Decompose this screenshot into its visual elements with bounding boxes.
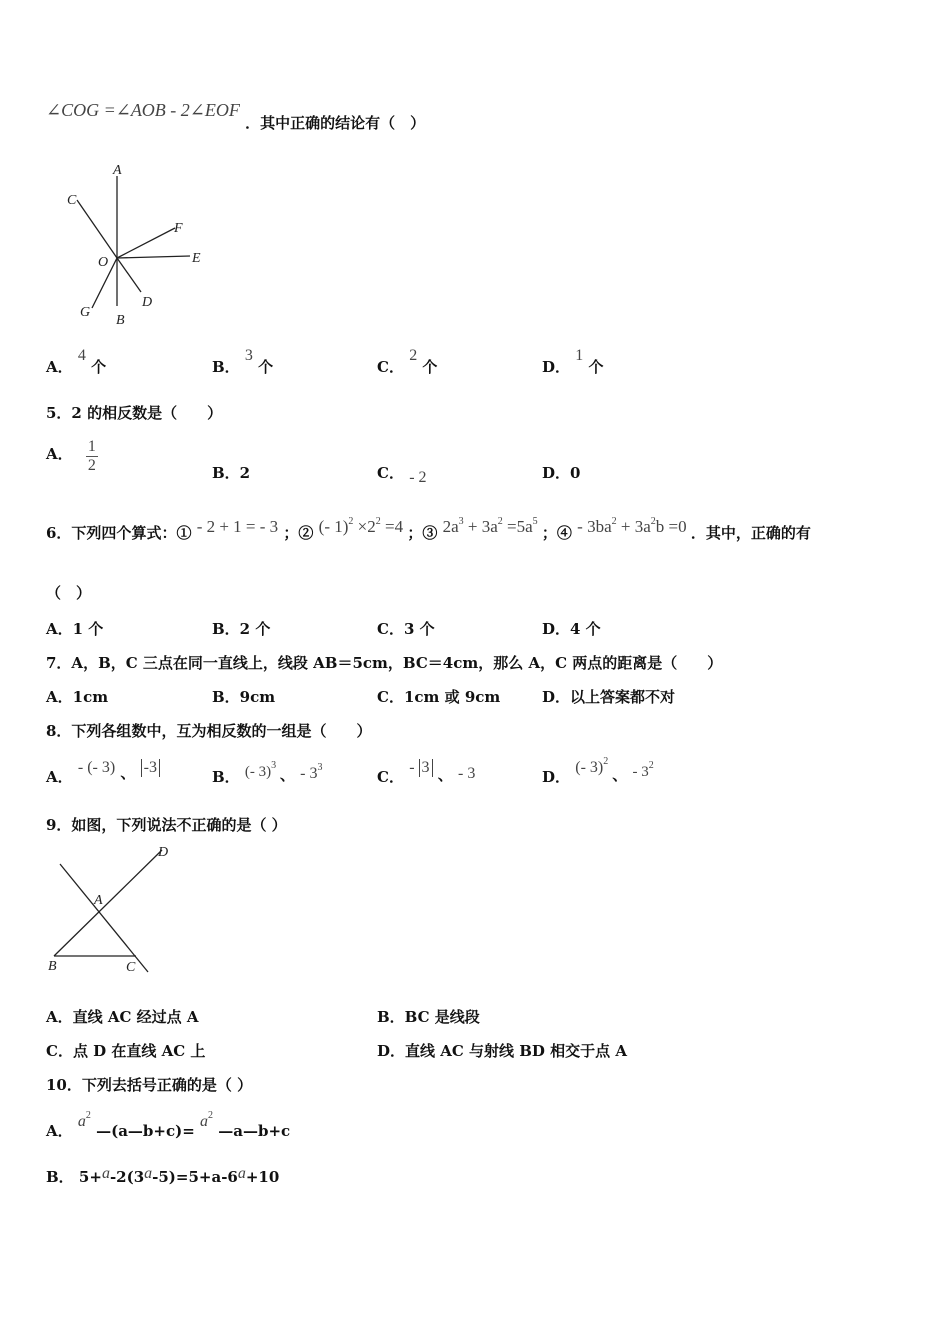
q4-option-d[interactable] xyxy=(542,344,604,376)
q6-sep-3: ；④ xyxy=(541,524,572,542)
q8-option-c-letter: C． xyxy=(377,768,404,786)
q8-option-d-expr-2-base: - 3 xyxy=(632,764,649,780)
q5-option-a-letter: A． xyxy=(46,444,73,463)
q8-option-b-letter: B． xyxy=(212,768,240,786)
label-f: F xyxy=(174,221,183,236)
q9-option-c[interactable]: C．点 D 在直线 AC 上 xyxy=(46,1042,206,1060)
q6-paren: （ ） xyxy=(46,584,92,602)
q10-option-b-part-1: 5+ xyxy=(78,1168,102,1186)
q6-option-c[interactable]: C．3 个 xyxy=(377,620,435,638)
q10-option-a-end: —a—b+c xyxy=(218,1122,291,1140)
label-d: D xyxy=(142,295,153,310)
q4-option-b-letter: B． xyxy=(212,358,240,376)
q6-expr-2-sup2: 2 xyxy=(375,516,381,527)
q10-option-a-var-2: a xyxy=(200,1113,209,1130)
q8-option-a-letter: A． xyxy=(46,768,73,786)
q6-option-b[interactable]: B．2 个 xyxy=(212,620,271,638)
q8-option-c-expr-1: 3 xyxy=(419,759,433,777)
q8-option-b-expr-2-base: - 3 xyxy=(300,765,318,782)
q8-option-d-expr-1 xyxy=(575,756,612,776)
q10-option-a-mid: —(a—b+c)= xyxy=(96,1122,195,1140)
q4-option-d-letter: D． xyxy=(542,358,571,376)
q10-option-b-var-2: a xyxy=(144,1165,153,1182)
q8-option-b-sep: 、 xyxy=(279,766,295,784)
q8-option-d-expr-2-sup: 2 xyxy=(648,760,654,771)
q4-option-b[interactable] xyxy=(212,344,274,376)
q4-option-c-letter: C． xyxy=(377,358,404,376)
q6-expr-2 xyxy=(319,517,408,536)
q10-option-a-letter: A． xyxy=(46,1122,73,1140)
q10-option-a[interactable] xyxy=(46,1110,291,1140)
q6-expr-4-sup1: 2 xyxy=(611,516,617,527)
q8-option-c-sep: 、 xyxy=(437,766,453,784)
q6-expr-2-sup1: 2 xyxy=(348,516,354,527)
q5-fraction-numerator: 1 xyxy=(87,438,96,455)
ray-of xyxy=(117,228,175,258)
q8-option-d-sep: 、 xyxy=(612,766,628,784)
q10-option-b-var-1: a xyxy=(101,1165,110,1182)
q10-option-b-part-4: +10 xyxy=(245,1168,280,1186)
q5-fraction-denominator: 2 xyxy=(87,457,96,474)
q8-option-d-expr-1-base: (- 3) xyxy=(575,759,604,776)
q4-option-b-value: 3 xyxy=(244,347,253,364)
q8-option-d-letter: D． xyxy=(542,768,571,786)
q10-option-b-letter: B． xyxy=(46,1168,74,1186)
q7-option-d[interactable]: D．以上答案都不对 xyxy=(542,688,676,706)
q6-expr-1: - 2 + 1 = - 3 xyxy=(196,517,279,536)
q9-option-b[interactable]: B．BC 是线段 xyxy=(377,1008,480,1026)
label-c: C xyxy=(126,960,136,975)
q10-option-b-var-3: a xyxy=(237,1165,246,1182)
ray-bd xyxy=(54,850,162,956)
q5-stem: 5．2 的相反数是（ ） xyxy=(46,404,223,422)
q8-option-b-expr-2-sup: 3 xyxy=(317,762,323,773)
q10-option-a-var-1: a xyxy=(77,1113,86,1130)
q4-stem: ．其中正确的结论有（ ） xyxy=(245,114,426,132)
q5-option-b[interactable]: B．2 xyxy=(212,464,251,482)
q8-option-a-expr-2: -3 xyxy=(141,759,160,777)
label-a: A xyxy=(94,893,103,908)
q4-option-b-unit: 个 xyxy=(258,358,274,376)
q9-option-d[interactable]: D．直线 AC 与射线 BD 相交于点 A xyxy=(377,1042,628,1060)
q5-option-a[interactable] xyxy=(46,438,98,475)
label-o: O xyxy=(98,255,109,270)
q10-option-a-sup-2: 2 xyxy=(208,1110,214,1121)
q6-option-d[interactable]: D．4 个 xyxy=(542,620,601,638)
q10-option-b-part-3: -5)=5+a-6 xyxy=(152,1168,238,1186)
label-e: E xyxy=(192,251,201,266)
q4-formula: ∠COG =∠AOB - 2∠EOF xyxy=(46,100,240,120)
label-c: C xyxy=(67,193,77,208)
q4-angle-figure xyxy=(60,158,220,328)
ray-oe xyxy=(117,256,190,258)
q5-option-c-letter: C． xyxy=(377,464,404,482)
q6-expr-4-sup2: 2 xyxy=(650,516,656,527)
q6-expr-4-a: - 3ba xyxy=(577,517,612,536)
q6-stem xyxy=(46,516,811,543)
q8-option-b[interactable] xyxy=(212,756,323,786)
q4-option-c[interactable] xyxy=(377,344,438,376)
q6-sep-2: ；③ xyxy=(407,524,438,542)
ray-od xyxy=(117,258,141,292)
q6-expr-4-b: + 3a xyxy=(616,517,651,536)
q4-option-c-unit: 个 xyxy=(422,358,438,376)
q6-expr-3-sup2: 2 xyxy=(497,516,503,527)
q6-expr-3-sup3: 5 xyxy=(532,516,538,527)
q4-option-a-unit: 个 xyxy=(91,358,107,376)
q6-expr-3 xyxy=(443,517,542,536)
q5-option-c-value: - 2 xyxy=(409,469,427,486)
q4-option-a[interactable] xyxy=(46,344,107,376)
q4-line xyxy=(46,100,426,132)
q8-option-b-expr-1-sup: 3 xyxy=(271,760,277,771)
q4-option-c-value: 2 xyxy=(409,347,418,364)
q4-option-d-value: 1 xyxy=(575,347,584,364)
q9-stem: 9．如图，下列说法不正确的是（ ） xyxy=(46,816,287,834)
q6-expr-2-c: =4 xyxy=(380,517,404,536)
q8-stem: 8．下列各组数中，互为相反数的一组是（ ） xyxy=(46,722,372,740)
q6-expr-3-sup1: 3 xyxy=(458,516,464,527)
q8-option-b-expr-1-base: (- 3) xyxy=(244,764,272,780)
q10-option-a-sup-1: 2 xyxy=(85,1110,91,1121)
q10-option-b[interactable] xyxy=(46,1166,279,1187)
q8-option-d-expr-2 xyxy=(632,760,654,780)
q6-expr-4-c: b =0 xyxy=(655,517,687,536)
q5-option-c[interactable] xyxy=(377,462,427,486)
q6-expr-3-b: + 3a xyxy=(463,517,498,536)
q8-option-a-expr-1: - (- 3) xyxy=(77,759,116,776)
q6-suffix: ．其中，正确的有 xyxy=(690,524,811,542)
q6-sep-1: ；② xyxy=(283,524,314,542)
q9-option-a[interactable]: A．直线 AC 经过点 A xyxy=(46,1008,199,1026)
q6-expr-3-a: 2a xyxy=(442,517,459,536)
q6-prefix: 6．下列四个算式：① xyxy=(46,524,192,542)
q8-option-d-expr-1-sup: 2 xyxy=(603,756,609,767)
q6-expr-4 xyxy=(577,517,691,536)
label-b: B xyxy=(116,313,125,328)
label-d: D xyxy=(158,845,169,860)
q4-option-a-value: 4 xyxy=(77,347,86,364)
q8-option-a-sep: 、 xyxy=(120,764,136,782)
q8-option-c-expr-2: - 3 xyxy=(458,765,476,782)
q4-option-d-unit: 个 xyxy=(588,358,604,376)
q10-stem: 10．下列去括号正确的是（ ） xyxy=(46,1076,253,1094)
q4-option-a-letter: A． xyxy=(46,358,73,376)
q8-option-a[interactable] xyxy=(46,756,160,786)
label-g: G xyxy=(80,305,91,320)
q9-line-figure xyxy=(44,840,184,980)
q7-option-c[interactable]: C．1cm 或 9cm xyxy=(377,688,501,706)
q6-expr-2-b: ×2 xyxy=(353,517,376,536)
label-b: B xyxy=(48,959,57,974)
q5-option-d[interactable]: D．0 xyxy=(542,464,581,482)
q7-stem: 7．A，B，C 三点在同一直线上，线段 AB＝5cm，BC＝4cm，那么 A，C 两点的距离是（ ） xyxy=(46,654,723,672)
q6-option-a[interactable]: A．1 个 xyxy=(46,620,104,638)
q8-option-b-expr-2 xyxy=(300,762,323,782)
q7-option-a[interactable]: A．1cm xyxy=(46,688,109,706)
q8-option-d[interactable] xyxy=(542,756,654,786)
q8-option-c[interactable] xyxy=(377,756,476,786)
q5-fraction xyxy=(86,438,98,475)
ray-oc xyxy=(77,200,117,258)
q7-option-b[interactable]: B．9cm xyxy=(212,688,276,706)
q8-option-b-expr-1 xyxy=(244,760,280,780)
q6-expr-2-a: (- 1) xyxy=(318,517,349,536)
label-a: A xyxy=(113,163,122,178)
q10-option-b-part-2: -2(3 xyxy=(109,1168,145,1186)
q8-option-c-expr-1-pre: - xyxy=(409,759,419,776)
q6-expr-3-c: =5a xyxy=(502,517,533,536)
